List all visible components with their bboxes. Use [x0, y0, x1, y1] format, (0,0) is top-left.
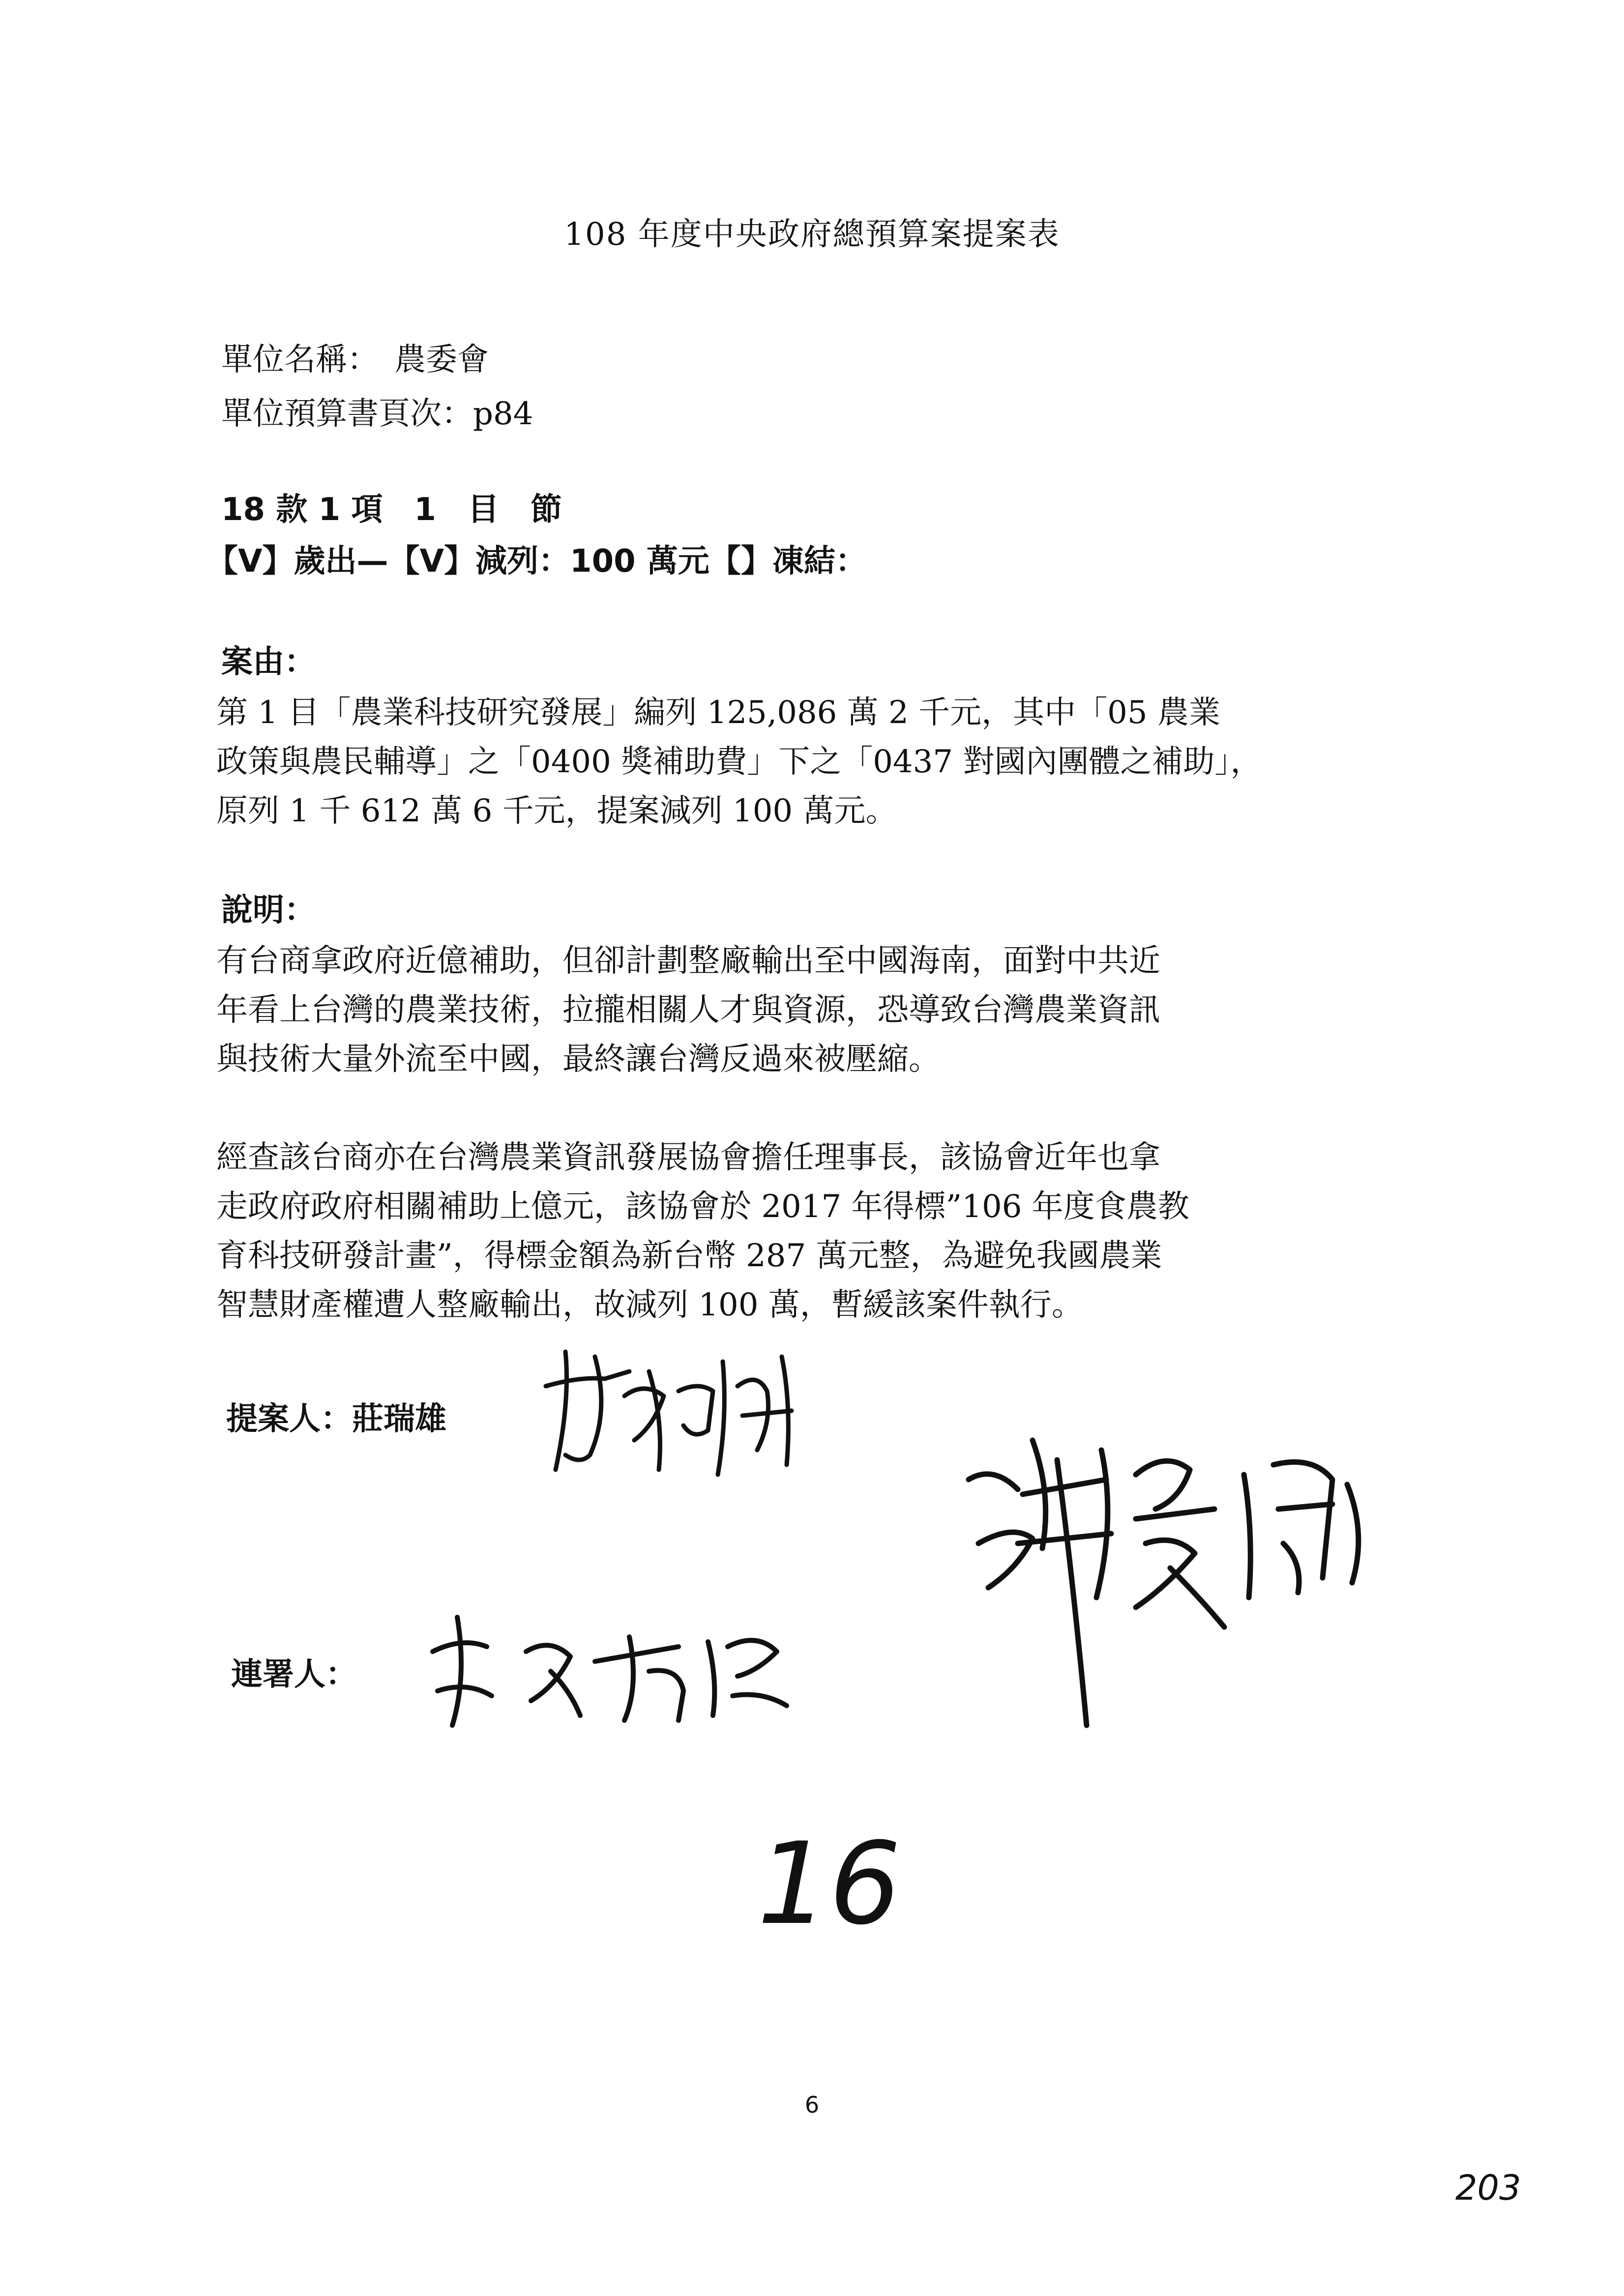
explain-line: 年看上台灣的農業技術，拉攏相關人才與資源，恐導致台灣農業資訊: [216, 992, 1160, 1028]
cosigner-label: 連署人：: [231, 1657, 357, 1693]
large-signature: [959, 1421, 1391, 1740]
explain-line: 與技術大量外流至中國，最終讓台灣反過來被壓縮。: [216, 1041, 940, 1077]
reason-line: 原列 1 千 612 萬 6 千元，提案減列 100 萬元。: [216, 793, 897, 829]
reason-body: [216, 688, 1262, 836]
unit-budget-page: 單位預算書頁次：p84: [221, 396, 533, 432]
corner-note: 203: [1455, 2168, 1521, 2208]
explain-paragraph-2: [216, 1133, 1189, 1330]
budget-section: 18 款 1 項 1 目 節: [221, 492, 562, 528]
budget-action: 【V】歲出—【V】減列：100 萬元【】凍結：: [207, 543, 867, 580]
explain-line: 經查該台商亦在台灣農業資訊發展協會擔任理事長，該協會近年也拿: [216, 1139, 1160, 1176]
explain-line: 育科技研發計畫”，得標金額為新台幣 287 萬元整，為避免我國農業: [216, 1238, 1162, 1274]
cosigner-signature: [423, 1593, 797, 1740]
explain-paragraph-1: [216, 936, 1160, 1084]
page-number: 6: [804, 2092, 820, 2118]
reason-line: 政策與農民輔導」之「0400 獎補助費」下之「0437 對國內團體之補助」，: [216, 744, 1262, 780]
handwritten-number: 16: [757, 1819, 901, 1950]
explain-line: 有台商拿政府近億補助，但卻計劃整廠輸出至中國海南，面對中共近: [216, 943, 1160, 979]
unit-name: 單位名稱： 農委會: [221, 342, 489, 378]
explain-heading: 說明：: [221, 892, 316, 929]
reason-line: 第 1 目「農業科技研究發展」編列 125,086 萬 2 千元，其中「05 農業: [216, 695, 1220, 731]
explain-line: 智慧財產權遭人整廠輸出，故減列 100 萬，暫緩該案件執行。: [216, 1287, 1083, 1323]
proposer-label: 提案人：莊瑞雄: [226, 1401, 446, 1437]
proposer-signature: [536, 1342, 811, 1484]
explain-line: 走政府政府相關補助上億元，該協會於 2017 年得標”106 年度食農教: [216, 1189, 1189, 1225]
document-title: 108 年度中央政府總預算案提案表: [564, 216, 1060, 253]
reason-heading: 案由：: [221, 644, 316, 680]
